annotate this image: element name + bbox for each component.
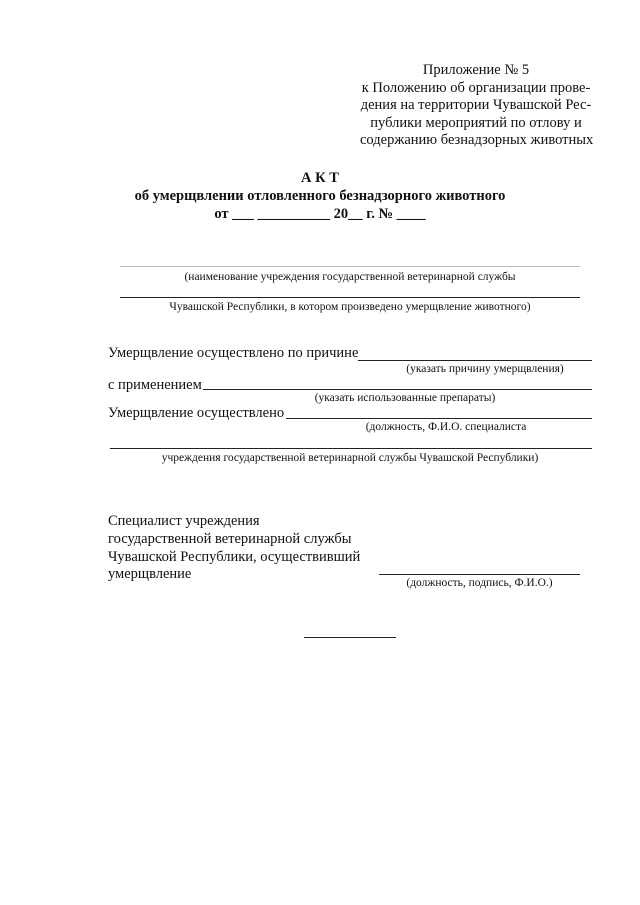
institution-caption-2: Чувашской Республики, в котором произведено умерщвление животного) — [169, 301, 531, 313]
performer-input-line-2[interactable] — [110, 448, 592, 449]
signature-line: Специалист учреждения — [108, 513, 260, 529]
appendix-line: содержанию безнадзорных животных — [360, 132, 594, 149]
signature-block — [108, 513, 360, 584]
signature-line: Чувашской Республики, осуществивший — [108, 548, 361, 565]
act-subtitle: об умерщвлении отловленного безнадзорного животного — [134, 188, 506, 204]
appendix-line: к Положению об организации прове- — [361, 79, 591, 96]
signature-line: умерщвление — [108, 566, 192, 583]
signature-input-line[interactable] — [379, 574, 580, 575]
institution-caption-1: (наименование учреждения государственной ветеринарной службы — [184, 271, 516, 283]
drugs-input-line[interactable] — [203, 389, 592, 390]
reason-label: Умерщвление осуществлено по причине — [108, 345, 359, 361]
reason-hint: (указать причину умерщвления) — [406, 363, 564, 375]
appendix-line: Приложение № 5 — [422, 62, 530, 78]
performer-hint-2: учреждения государственной ветеринарной службы Чувашской Республики) — [161, 452, 539, 464]
institution-line-1[interactable] — [120, 266, 580, 267]
act-heading: А К Т — [301, 170, 339, 186]
performer-hint: (должность, Ф.И.О. специалиста — [365, 421, 527, 433]
drugs-hint: (указать использованные препараты) — [314, 392, 496, 404]
institution-line-2[interactable] — [120, 297, 580, 298]
appendix-line: дения на территории Чувашской Рес- — [360, 97, 592, 114]
act-date-line: от ___ __________ 20__ г. № ____ — [214, 206, 426, 222]
drugs-label: с применением — [108, 377, 202, 393]
reason-input-line[interactable] — [358, 360, 592, 361]
signature-hint: (должность, подпись, Ф.И.О.) — [406, 577, 553, 589]
appendix-block — [360, 62, 592, 150]
performer-label: Умерщвление осуществлено — [108, 405, 285, 421]
closing-divider — [304, 637, 396, 638]
performer-input-line[interactable] — [286, 418, 592, 419]
signature-line: государственной ветеринарной службы — [108, 530, 352, 547]
appendix-line: публики мероприятий по отлову и — [370, 114, 582, 131]
